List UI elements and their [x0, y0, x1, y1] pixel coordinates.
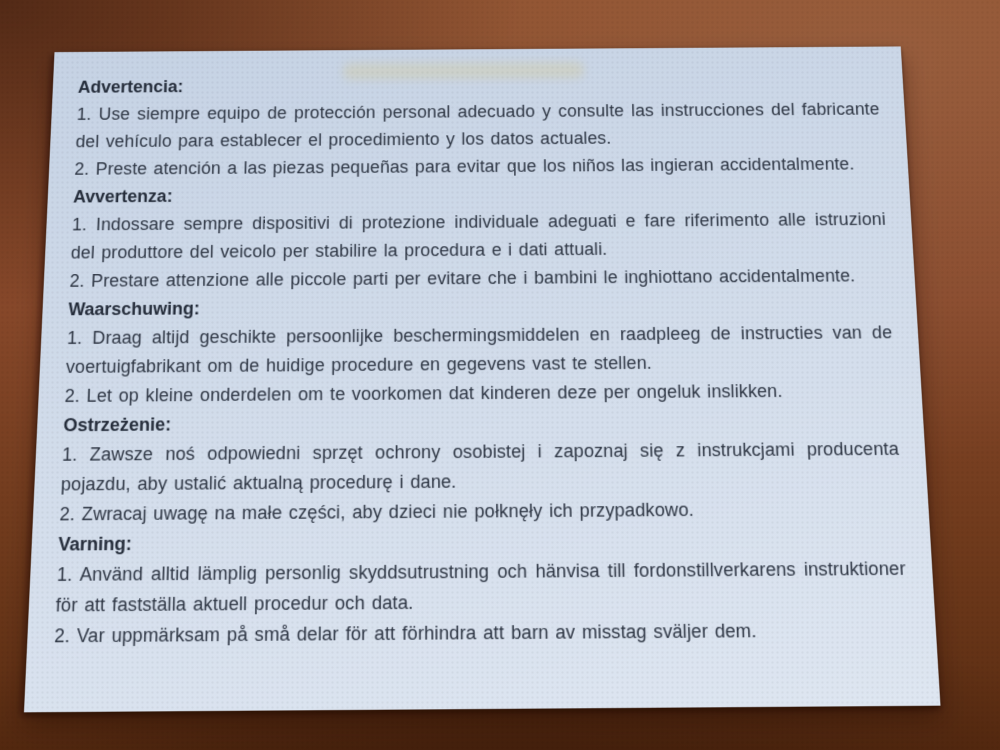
warning-item: 2. Prestare attenzione alle piccole parti per evitare che i bambini le inghiottano accidentalmente.: [69, 265, 856, 291]
warning-item: 1. Use siempre equipo de protección personal adecuado y consulte las instrucciones del fabricante del vehículo para establecer el procedimiento y los datos actuales.: [75, 99, 880, 152]
warning-section-italian: [69, 178, 890, 296]
warning-item: 1. Zawsze noś odpowiedni sprzęt ochrony osobistej i zapoznaj się z instrukcjami producenta pojazdu, aby ustalić aktualną procedurę i dane.: [60, 438, 900, 495]
warning-section-polish: [59, 405, 903, 530]
warning-item: 1. Draag altijd geschikte persoonlijke beschermingsmiddelen en raadpleeg de instructies van de voertuigfabrikant om de huidige procedure en gegevens vast te stellen.: [65, 322, 893, 377]
warning-section-spanish: [74, 69, 883, 184]
warning-item: 2. Preste atención a las piezas pequeñas para evitar que los niños las ingieran accidentalmente.: [74, 154, 855, 179]
section-heading: Ostrzeżenie:: [63, 414, 172, 436]
section-heading: Advertencia:: [77, 77, 184, 97]
instruction-sheet: [24, 46, 940, 712]
warning-item: 2. Let op kleine onderdelen om te voorkomen dat kinderen deze per ongeluk inslikken.: [64, 380, 783, 407]
warning-item: 1. Använd alltid lämplig personlig skyddsutrustning och hänvisa till fordonstillverkarens instruktioner för att fastställa aktuell procedur och data.: [55, 558, 907, 616]
sheet-text: [54, 69, 910, 652]
warning-item: 1. Indossare sempre dispositivi di protezione individuale adeguati e fare riferimento alle istruzioni del produttore del veicolo per stabilire la procedura e i dati attuali.: [70, 209, 887, 263]
section-heading: Varning:: [57, 533, 133, 555]
warning-section-dutch: [64, 290, 896, 411]
warning-item: 2. Zwracaj uwagę na małe części, aby dzieci nie połknęły ich przypadkowo.: [59, 499, 695, 525]
section-heading: Waarschuwing:: [68, 298, 201, 320]
warning-section-swedish: [54, 524, 910, 652]
section-heading: Avvertenza:: [72, 186, 173, 207]
warning-item: 2. Var uppmärksam på små delar för att förhindra att barn av misstag sväljer dem.: [53, 620, 757, 647]
